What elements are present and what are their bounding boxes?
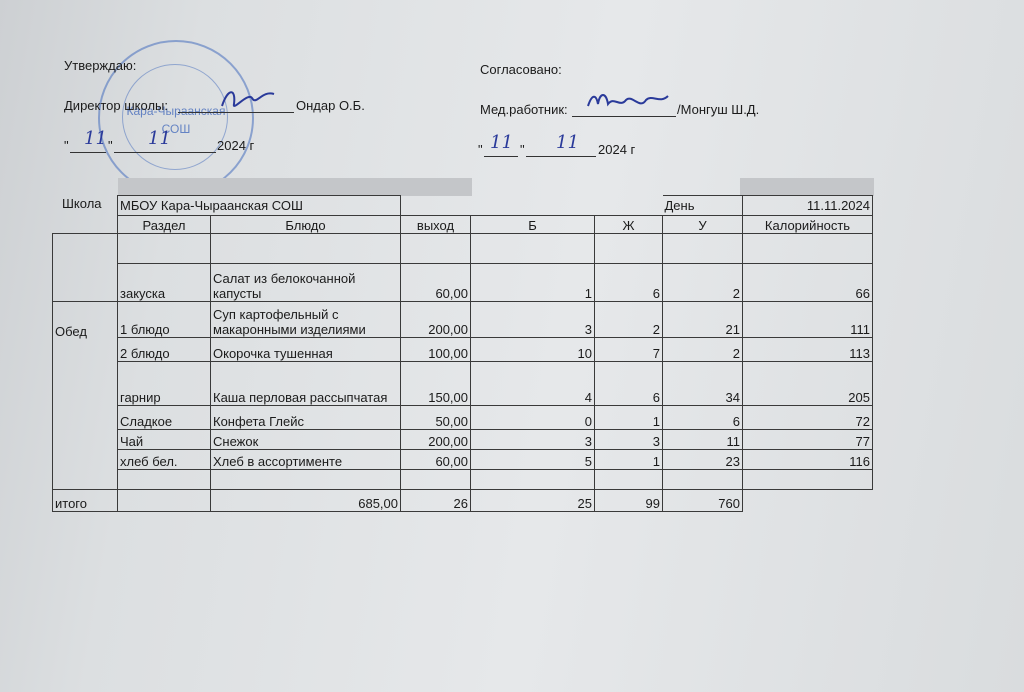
school-label: Школа <box>62 196 102 211</box>
approval-day: 11 <box>84 128 107 149</box>
row-fat: 7 <box>595 338 663 362</box>
header-dish: Блюдо <box>211 216 401 234</box>
agreed-day-line <box>484 156 518 157</box>
medic-name: /Монгуш Ш.Д. <box>677 102 760 117</box>
header-section: Раздел <box>118 216 211 234</box>
total-label: итого <box>53 490 118 512</box>
row-calories: 66 <box>743 264 873 302</box>
row-dish: Конфета Глейс <box>211 406 401 430</box>
row-protein: 3 <box>471 430 595 450</box>
approval-day-line <box>70 152 106 153</box>
row-calories: 72 <box>743 406 873 430</box>
row-protein: 1 <box>471 264 595 302</box>
approval-date-quote-close: " <box>108 138 113 153</box>
stamp-text-suffix: СОШ <box>161 122 191 136</box>
table-row <box>53 362 873 406</box>
row-dish: Окорочка тушенная <box>211 338 401 362</box>
agreed-month: 11 <box>556 132 579 153</box>
meal-label: Обед <box>53 302 118 490</box>
header-fat: Ж <box>595 216 663 234</box>
row-fat: 1 <box>595 450 663 470</box>
row-section: хлеб бел. <box>118 450 211 470</box>
table-row <box>53 338 873 362</box>
row-protein: 3 <box>471 302 595 338</box>
row-dish: Каша перловая рассыпчатая <box>211 362 401 406</box>
row-dish: Салат из белокочанной капусты <box>211 264 401 302</box>
row-section: 1 блюдо <box>118 302 211 338</box>
school-name: МБОУ Кара-Чыраанская СОШ <box>118 196 401 216</box>
row-carbs: 6 <box>663 406 743 430</box>
table-row <box>53 302 873 338</box>
row-carbs: 2 <box>663 338 743 362</box>
header-row <box>53 216 873 234</box>
row-yield: 60,00 <box>401 264 471 302</box>
row-dish: Суп картофельный с макаронными изделиями <box>211 302 401 338</box>
row-dish: Хлеб в ассортименте <box>211 450 401 470</box>
stamp-text-name: Кара-Чыраанская <box>126 104 226 118</box>
table-row <box>53 430 873 450</box>
row-calories: 116 <box>743 450 873 470</box>
row-carbs: 11 <box>663 430 743 450</box>
row-yield: 200,00 <box>401 430 471 450</box>
header-yield: выход <box>401 216 471 234</box>
row-fat: 3 <box>595 430 663 450</box>
header-carbs: У <box>663 216 743 234</box>
medic-signature <box>584 88 670 122</box>
row-yield: 150,00 <box>401 362 471 406</box>
total-carbs: 99 <box>595 490 663 512</box>
table-row <box>53 264 873 302</box>
agreed-month-line <box>526 156 596 157</box>
row-fat: 2 <box>595 302 663 338</box>
row-fat: 6 <box>595 362 663 406</box>
row-section: гарнир <box>118 362 211 406</box>
row-yield: 50,00 <box>401 406 471 430</box>
day-value: 11.11.2024 <box>743 196 873 216</box>
total-row <box>53 490 873 512</box>
row-carbs: 34 <box>663 362 743 406</box>
agreed-day: 11 <box>490 132 513 153</box>
approval-year: 2024 г <box>217 138 255 153</box>
approval-date-quote-open: " <box>64 138 69 153</box>
row-carbs: 21 <box>663 302 743 338</box>
row-fat: 1 <box>595 406 663 430</box>
header-calories: Калорийность <box>743 216 873 234</box>
shaded-band-right <box>740 178 874 196</box>
agreed-label: Согласовано: <box>480 62 562 77</box>
row-dish: Снежок <box>211 430 401 450</box>
agreed-date-quote-open: " <box>478 142 483 157</box>
row-protein: 0 <box>471 406 595 430</box>
table-row <box>53 234 873 264</box>
total-yield: 685,00 <box>211 490 401 512</box>
row-calories: 113 <box>743 338 873 362</box>
row-yield: 200,00 <box>401 302 471 338</box>
table-row <box>53 450 873 470</box>
agreed-year: 2024 г <box>598 142 636 157</box>
table-row <box>53 406 873 430</box>
total-calories: 760 <box>663 490 743 512</box>
table-row <box>53 470 873 490</box>
school-row <box>53 196 873 216</box>
row-yield: 60,00 <box>401 450 471 470</box>
row-calories: 111 <box>743 302 873 338</box>
medic-label: Мед.работник: <box>480 102 568 117</box>
row-carbs: 2 <box>663 264 743 302</box>
director-signature <box>218 84 278 120</box>
total-protein: 26 <box>401 490 471 512</box>
total-fat: 25 <box>471 490 595 512</box>
menu-table <box>52 195 873 512</box>
shaded-band-left <box>118 178 472 196</box>
row-fat: 6 <box>595 264 663 302</box>
approval-month-line <box>114 152 216 153</box>
row-yield: 100,00 <box>401 338 471 362</box>
row-carbs: 23 <box>663 450 743 470</box>
row-section: Сладкое <box>118 406 211 430</box>
row-calories: 77 <box>743 430 873 450</box>
day-label: День <box>663 196 743 216</box>
director-label: Директор школы: <box>64 98 168 113</box>
row-protein: 5 <box>471 450 595 470</box>
header-protein: Б <box>471 216 595 234</box>
director-name: Ондар О.Б. <box>296 98 365 113</box>
row-section: Чай <box>118 430 211 450</box>
row-section: закуска <box>118 264 211 302</box>
row-section: 2 блюдо <box>118 338 211 362</box>
agreed-date-quote-close: " <box>520 142 525 157</box>
row-protein: 10 <box>471 338 595 362</box>
approved-label: Утверждаю: <box>64 58 137 73</box>
row-protein: 4 <box>471 362 595 406</box>
row-calories: 205 <box>743 362 873 406</box>
approval-month: 11 <box>148 128 171 149</box>
